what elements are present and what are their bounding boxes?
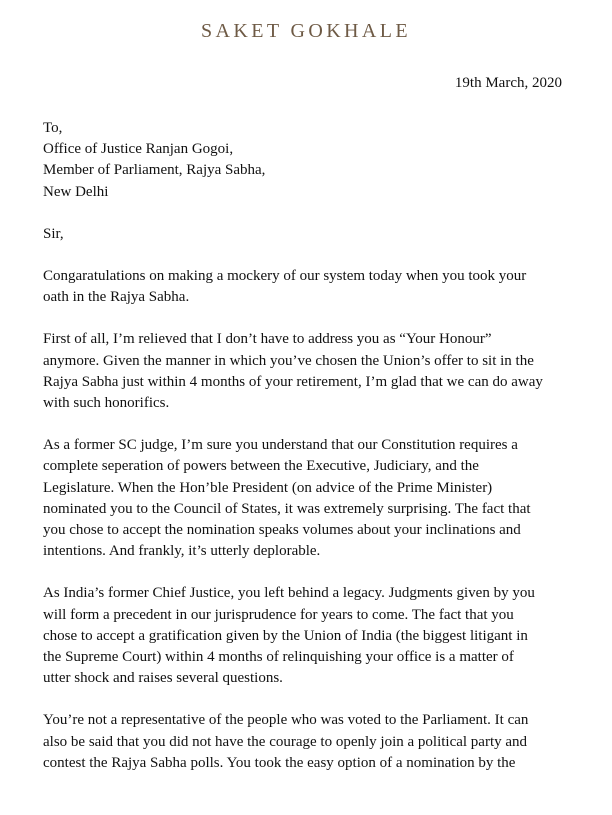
paragraph-line: As India’s former Chief Justice, you left behind a legacy. Judgments given by you [43, 585, 535, 602]
paragraph-line: Legislature. When the Hon’ble President (on advice of the Prime Minister) [43, 479, 493, 496]
address-line: New Delhi [43, 183, 109, 200]
paragraph-line: the Supreme Court) within 4 months of relinquishing your office is a matter of [43, 649, 514, 666]
address-line: To, [43, 120, 63, 136]
address-line: Office of Justice Ranjan Gogoi, [43, 141, 234, 158]
paragraph-line: oath in the Rajya Sabha. [43, 289, 190, 306]
paragraph-line: You’re not a representative of the people who was voted to the Parliament. It can [43, 712, 529, 729]
paragraph-line: also be said that you did not have the courage to openly join a political party and [43, 733, 528, 750]
paragraph-line: with such honorifics. [43, 395, 170, 412]
paragraph-line: contest the Rajya Sabha polls. You took the easy option of a nomination by the [43, 754, 516, 771]
letter-date: 19th March, 2020 [454, 75, 562, 91]
letterhead-name: SAKET GOKHALE [201, 20, 411, 42]
paragraph-line: First of all, I’m relieved that I don’t have to address you as “Your Honour” [43, 331, 492, 348]
paragraph-line: As a former SC judge, I’m sure you understand that our Constitution requires a [43, 437, 518, 454]
paragraph-line: Congaratulations on making a mockery of our system today when you took your [43, 268, 527, 285]
paragraph-line: anymore. Given the manner in which you’ve chosen the Union’s offer to sit in the [43, 352, 534, 369]
address-line: Member of Parliament, Rajya Sabha, [43, 162, 266, 179]
paragraph-line: nominated you to the Council of States, it was extremely surprising. The fact that [43, 500, 531, 517]
paragraph-line: you chose to accept the nomination speaks volumes about your inclinations and [43, 522, 521, 539]
recipient-address [43, 118, 573, 203]
paragraph-4 [43, 583, 573, 689]
paragraph-3 [43, 435, 573, 562]
paragraph-line: Rajya Sabha just within 4 months of your retirement, I’m glad that we can do away [43, 373, 543, 390]
paragraph-line: intentions. And frankly, it’s utterly deplorable. [43, 543, 321, 560]
paragraph-line: utter shock and raises several questions. [43, 670, 283, 687]
paragraph-2 [43, 329, 573, 414]
paragraph-line: will form a precedent in our jurisprudence for years to come. The fact that you [43, 606, 514, 623]
letter-body [43, 118, 573, 795]
paragraph-line: chose to accept a gratification given by the Union of India (the biggest litigant in [43, 627, 528, 644]
paragraph-line: complete seperation of powers between the Executive, Judiciary, and the [43, 458, 479, 475]
salutation: Sir, [43, 225, 64, 242]
paragraph-5 [43, 710, 573, 774]
paragraph-1 [43, 266, 573, 308]
